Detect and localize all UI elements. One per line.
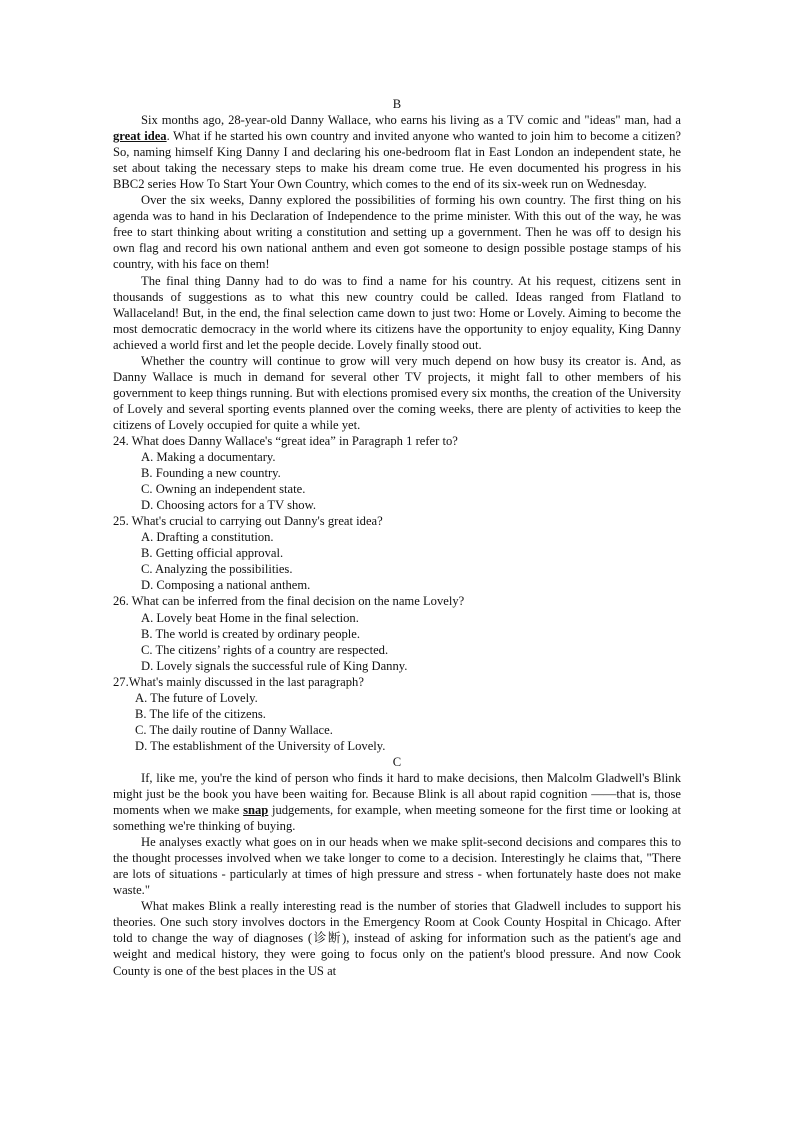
paragraph-text: judgements, for example, when meeting someone for the first time or looking at something we're thinking of buying. <box>113 803 681 834</box>
question-27-option-c: C. The daily routine of Danny Wallace. <box>135 722 333 737</box>
question-24-stem: 24. What does Danny Wallace's “great idea” in Paragraph 1 refer to? <box>113 433 458 448</box>
question-26-option-c: C. The citizens’ rights of a country are respected. <box>141 642 389 657</box>
question-24-option-a: A. Making a documentary. <box>141 450 276 465</box>
question-26-option-b: B. The world is created by ordinary people. <box>141 626 361 641</box>
section-b-paragraph-1 <box>113 112 681 192</box>
highlighted-word-snap: snap <box>243 803 269 818</box>
question-25-option-a: A. Drafting a constitution. <box>141 530 274 545</box>
section-b-paragraph-3: The final thing Danny had to do was to find a name for his country. At his request, citizens sent in thousands of suggestions as to what this new country could be called. Ideas ranged from Flatland to Wallaceland! But, in the end, the final selection came down to just two: Home or Lovely. Aiming to become the most democratic democracy in the world where its citizens have the opportunity to enjoy equality, King Danny achieved a world first and let the people decide. Lovely finally stood out. <box>113 273 681 352</box>
question-25-option-b: B. Getting official approval. <box>141 546 284 561</box>
section-b-paragraph-4: Whether the country will continue to grow will very much depend on how busy its creator is. And, as Danny Wallace is much in demand for several other TV projects, it might fall to other members of his government to keep things running. But with elections promised every six months, the creation of the University of Lovely and several sporting events planned over the coming weeks, there are plenty of activities to keep the citizens of Lovely occupied for quite a while yet. <box>113 353 681 432</box>
paragraph-text: . What if he started his own country and invited anyone who wanted to join him to become a citizen? So, naming himself King Danny I and declaring his one-bedroom flat in East London an independent state, he set about taking the necessary steps to make his dream come true. He even documented his progress in his BBC2 series How To Start Your Own Country, which comes to the end of its six-week run on Wednesday. <box>113 129 682 192</box>
question-26-option-d: D. Lovely signals the successful rule of King Danny. <box>141 658 408 673</box>
question-24-option-c: C. Owning an independent state. <box>141 482 306 497</box>
question-27-stem: 27.What's mainly discussed in the last paragraph? <box>113 674 364 689</box>
question-25-option-d: D. Composing a national anthem. <box>141 578 311 593</box>
section-b-paragraph-2: Over the six weeks, Danny explored the possibilities of forming his own country. The first thing on his agenda was to hand in his Declaration of Independence to the prime minister. With this out of the way, he was free to start thinking about writing a constitution and setting up a government. Then he was off to design his own flag and record his own national anthem and even got someone to design possible postage stamps of his country, with his face on them! <box>113 193 681 272</box>
paragraph-text: Six months ago, 28-year-old Danny Wallace, who earns his living as a TV comic and "ideas" man, had a <box>141 113 681 128</box>
section-b-label: B <box>392 97 402 111</box>
question-25-stem: 25. What's crucial to carrying out Danny's great idea? <box>113 514 383 529</box>
question-27-option-b: B. The life of the citizens. <box>135 706 266 721</box>
section-c-paragraph-2: He analyses exactly what goes on in our heads when we make split-second decisions and compares this to the thought processes involved when we take longer to come to a decision. Interestingly he claims that, "There are lots of situations - particularly at times of high pressure and stress - when fortunately haste does not make waste." <box>113 835 681 898</box>
question-26-option-a: A. Lovely beat Home in the final selection. <box>141 610 359 625</box>
section-c-label: C <box>392 754 402 769</box>
question-25-option-c: C. Analyzing the possibilities. <box>141 562 293 577</box>
section-c-paragraph-1 <box>113 770 681 834</box>
question-27-option-d: D. The establishment of the University of Lovely. <box>135 738 386 753</box>
question-26-stem: 26. What can be inferred from the final decision on the name Lovely? <box>113 594 465 609</box>
question-24-option-d: D. Choosing actors for a TV show. <box>141 498 317 513</box>
question-27-option-a: A. The future of Lovely. <box>135 690 258 705</box>
document-page <box>113 96 681 979</box>
paragraph-text: If, like me, you're the kind of person who finds it hard to make decisions, then Malcolm Gladwell's Blink might just be the book you have been waiting for. Because Blink is all about rapid cognition ——that is, those moments when we make <box>113 770 681 818</box>
question-24-option-b: B. Founding a new country. <box>141 466 281 481</box>
section-c-paragraph-3: What makes Blink a really interesting read is the number of stories that Gladwell includes to support his theories. One such story involves doctors in the Emergency Room at Cook County Hospital in Chicago. After told to change the way of diagnoses (诊断), instead of asking for information such as the patient's age and weight and medical history, they were going to focus only on the patient's blood pressure. And now Cook County is one of the best places in the US at <box>113 899 681 978</box>
highlighted-phrase-great-idea: great idea <box>113 129 167 144</box>
